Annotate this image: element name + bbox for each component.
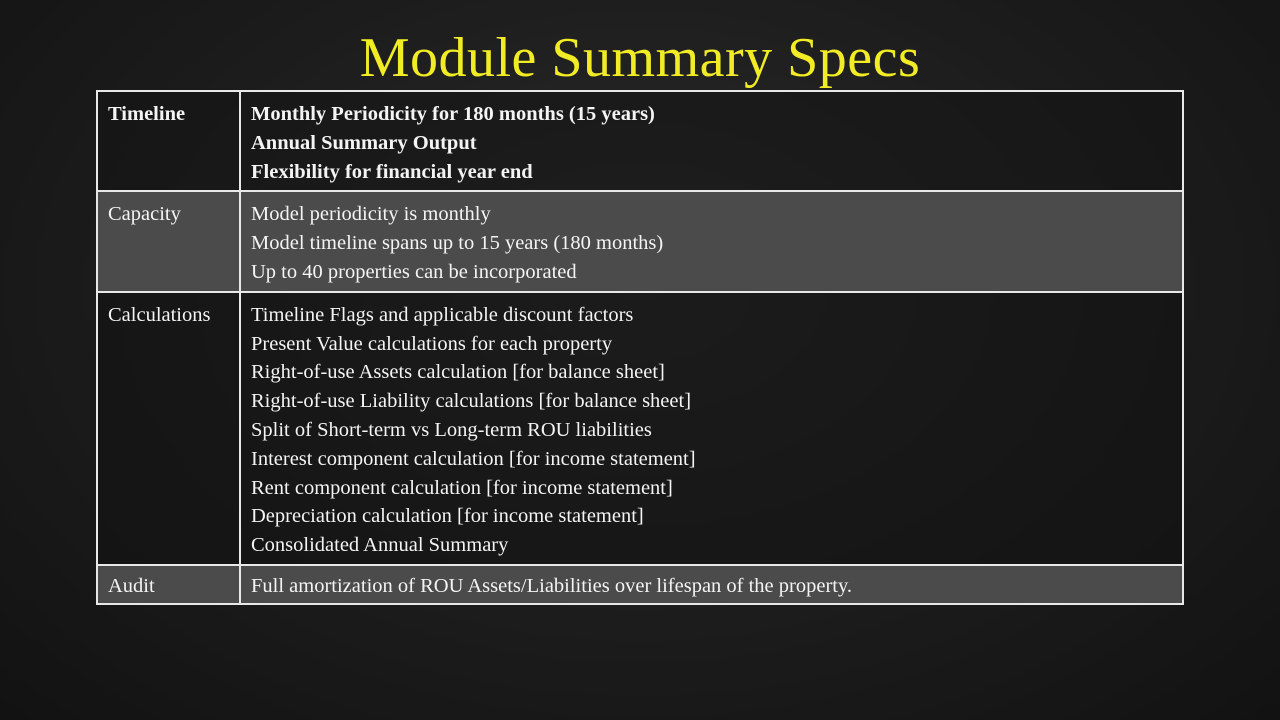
row-content-timeline <box>240 91 1183 191</box>
row-line: Split of Short-term vs Long-term ROU liabilities <box>251 418 652 441</box>
row-line: Model timeline spans up to 15 years (180 months) <box>251 232 664 255</box>
row-line: Full amortization of ROU Assets/Liabilities over lifespan of the property. <box>251 574 853 597</box>
row-line: Right-of-use Liability calculations [for balance sheet] <box>251 390 692 413</box>
row-label-calculations: Calculations <box>97 292 240 565</box>
row-line: Right-of-use Assets calculation [for balance sheet] <box>251 361 665 384</box>
slide-title: Module Summary Specs <box>359 27 921 89</box>
row-line: Rent component calculation [for income statement] <box>251 476 673 499</box>
row-line: Present Value calculations for each property <box>251 332 613 355</box>
row-line: Interest component calculation [for income statement] <box>251 447 696 470</box>
table-row-capacity <box>97 191 1183 291</box>
row-line: Monthly Periodicity for 180 months (15 years) <box>251 103 655 125</box>
row-content-capacity <box>240 191 1183 291</box>
row-label-audit: Audit <box>97 565 240 604</box>
table-row-calculations <box>97 292 1183 565</box>
table-row-audit <box>97 565 1183 604</box>
row-line: Consolidated Annual Summary <box>251 534 509 557</box>
table-row-timeline <box>97 91 1183 191</box>
row-content-calculations <box>240 292 1183 565</box>
row-line: Flexibility for financial year end <box>251 160 533 183</box>
row-label-capacity: Capacity <box>97 191 240 291</box>
row-line: Annual Summary Output <box>251 131 477 154</box>
row-line: Model periodicity is monthly <box>251 203 491 226</box>
row-content-audit <box>240 565 1183 604</box>
row-line: Depreciation calculation [for income statement] <box>251 505 644 528</box>
specs-table <box>96 90 1184 605</box>
row-line: Timeline Flags and applicable discount factors <box>251 303 634 326</box>
row-label-timeline: Timeline <box>97 91 240 191</box>
row-line: Up to 40 properties can be incorporated <box>251 260 577 283</box>
